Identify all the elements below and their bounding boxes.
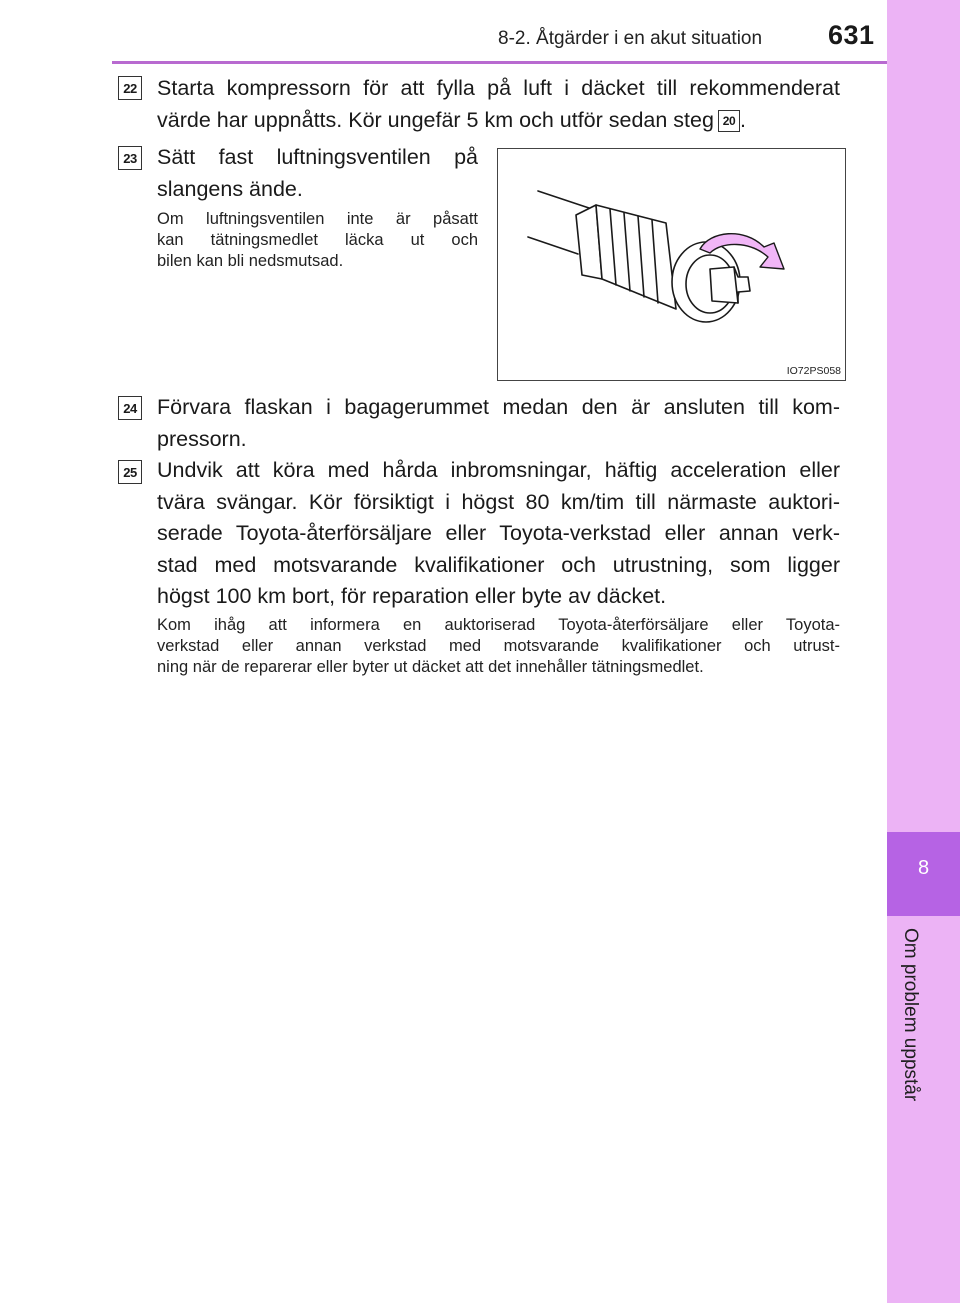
step-22-line-2 <box>157 104 840 136</box>
step-23-note-line-2: kan tätningsmedlet läcka ut och <box>157 231 478 249</box>
step-25-note-line-3: ning när de reparerar eller byter ut däcket att det innehåller tätningsmedlet. <box>157 658 704 676</box>
step-23-note <box>157 209 478 272</box>
step-22-line-2-text: värde har uppnåtts. Kör ungefär 5 km och utför sedan steg <box>157 108 714 132</box>
step-23-line-1: Sätt fast luftningsventilen på <box>157 145 478 169</box>
step-22-text <box>157 72 840 136</box>
step-25-text <box>157 455 840 613</box>
valve-stem <box>710 267 750 303</box>
step-22-line-2-end: . <box>739 108 746 132</box>
chapter-title: Om problem uppstår <box>900 928 921 1102</box>
section-title: 8-2. Åtgärder i en akut situation <box>498 28 763 49</box>
valve-body <box>596 205 676 309</box>
chapter-number: 8 <box>917 857 930 879</box>
step-25-line-1: Undvik att köra med hårda inbromsningar, häftig acceleration eller <box>157 458 840 482</box>
step-24-line-1: Förvara flaskan i bagagerummet medan den är ansluten till kom- <box>157 395 840 419</box>
step-25-line-2: tvära svängar. Kör försiktigt i högst 80 km/tim till närmaste auktori- <box>157 489 840 514</box>
page-number: 631 <box>828 20 875 50</box>
step-24-text <box>157 391 840 455</box>
step-23-text <box>157 141 478 205</box>
step-25-line-5: högst 100 km bort, för reparation eller byte av däcket. <box>157 584 667 608</box>
step-badge-25: 25 <box>118 460 142 484</box>
step-25-note <box>157 615 840 678</box>
step-25-line-3: serade Toyota-återförsäljare eller Toyota-verkstad eller annan verk- <box>157 521 840 545</box>
step-23-line-2: slangens ände. <box>157 177 303 201</box>
step-badge-22: 22 <box>118 76 142 100</box>
step-24-line-2: pressorn. <box>157 427 247 451</box>
hose-line-bottom <box>528 237 578 254</box>
step-22-line-1: Starta kompressorn för att fylla på luft i däcket till rekommenderat <box>157 76 840 100</box>
step-ref-badge-20: 20 <box>718 110 740 132</box>
step-badge-24: 24 <box>118 396 142 420</box>
step-badge-23: 23 <box>118 146 142 170</box>
step-25-note-line-2: verkstad eller annan verkstad med motsvarande kvalifikationer och utrust- <box>157 637 840 655</box>
header-divider <box>112 61 887 64</box>
step-25-note-line-1: Kom ihåg att informera en auktoriserad Toyota-återförsäljare eller Toyota- <box>157 616 840 634</box>
figure-code: IO72PS058 <box>786 365 841 377</box>
step-23-note-line-1: Om luftningsventilen inte är påsatt <box>157 210 478 228</box>
step-25-line-4: stad med motsvarande kvalifikationer och utrustning, som ligger <box>157 552 840 577</box>
step-23-note-line-3: bilen kan bli nedsmutsad. <box>157 252 344 270</box>
valve-illustration <box>497 148 846 381</box>
valve-drawing <box>498 149 845 380</box>
